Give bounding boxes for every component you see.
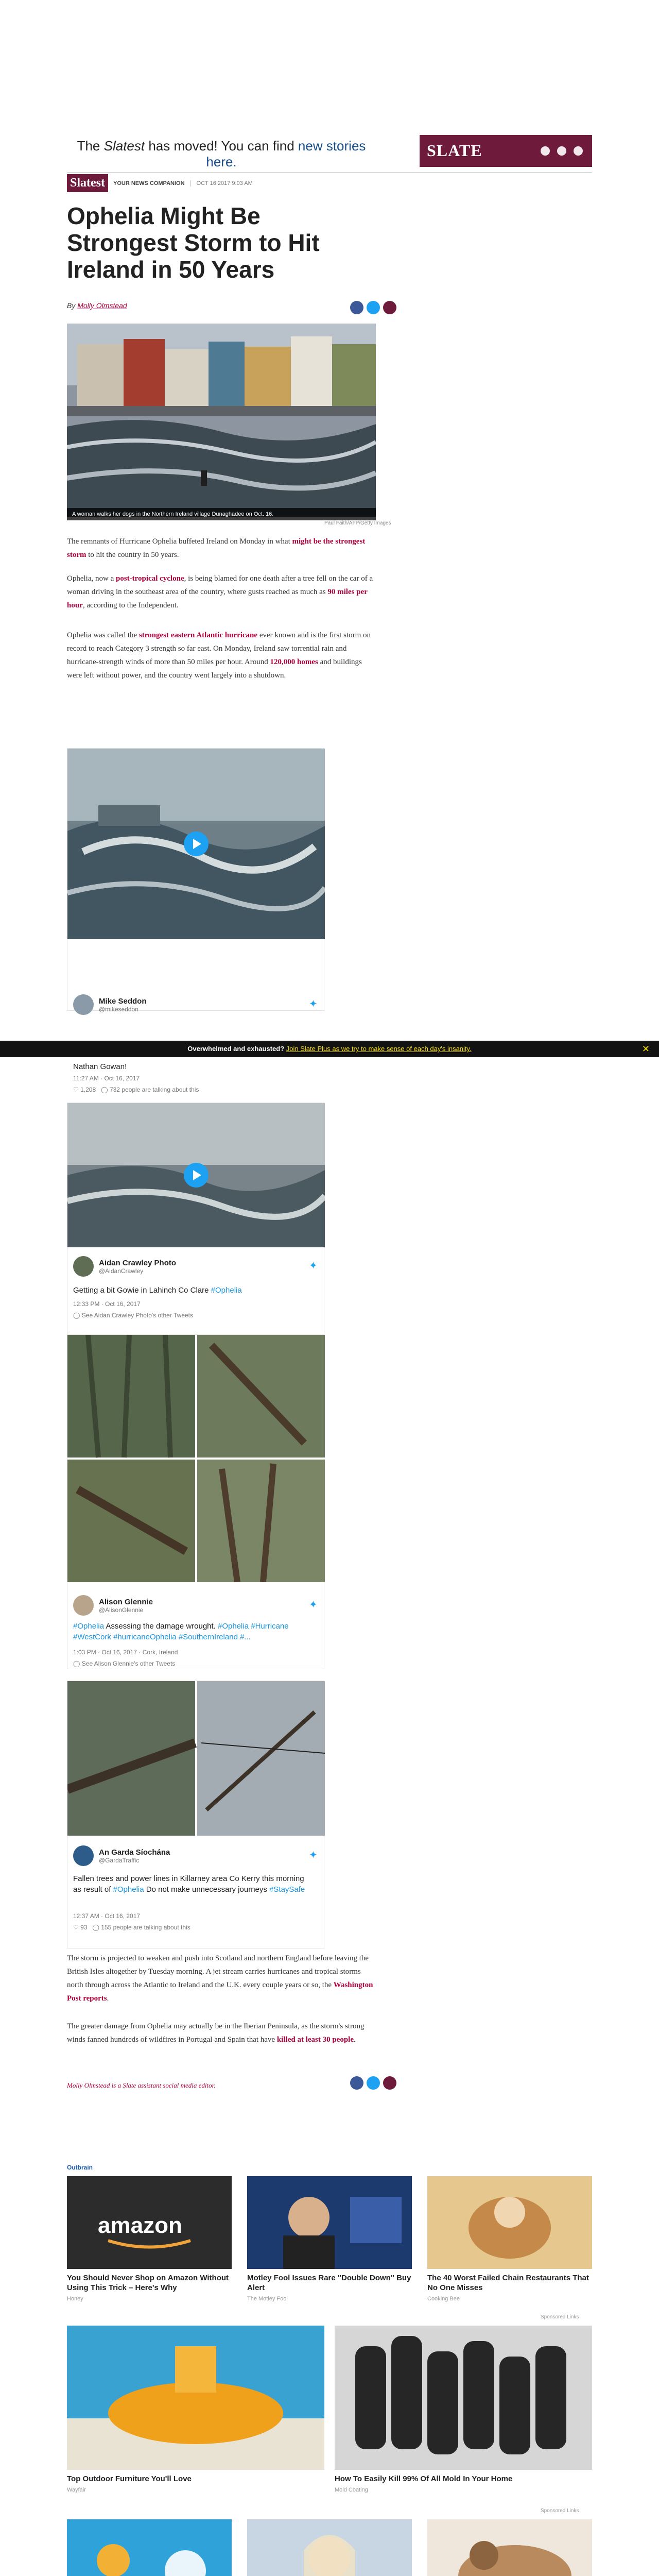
tweet-3-handle[interactable]: @AlisonGlennie xyxy=(99,1606,144,1614)
account-icon[interactable] xyxy=(541,146,550,156)
p2-link-2[interactable]: 90 miles per hour xyxy=(67,588,368,609)
tweet-4-body: Fallen trees and power lines in Killarney area Co Kerry this morning as result of xyxy=(73,1874,304,1894)
section-label: YOUR NEWS COMPANION xyxy=(113,180,185,187)
byline xyxy=(67,301,127,310)
tweet-2-body: Getting a bit Gowie in Lahinch Co Clare xyxy=(73,1286,211,1295)
comment-icon[interactable]: ◯ xyxy=(101,1086,108,1093)
profile-icon: ◯ xyxy=(73,1312,80,1319)
tweet-1-text: Nathan Gowan! xyxy=(73,1062,127,1071)
banner-middle: has moved! You can find xyxy=(145,138,298,154)
tweet-3-hashtag-lead[interactable]: #Ophelia xyxy=(73,1622,106,1631)
ob-card[interactable] xyxy=(247,2519,412,2576)
author-link[interactable]: Molly Olmstead xyxy=(77,301,127,310)
play-button-icon[interactable] xyxy=(184,832,209,856)
tweet-4-talk[interactable]: 155 people are talking about this xyxy=(101,1924,190,1931)
tweet-4-stats xyxy=(73,1924,190,1931)
tweet-4-author xyxy=(73,1845,170,1866)
share-buttons-bottom xyxy=(350,2076,396,2090)
tweet-4-avatar[interactable] xyxy=(73,1845,94,1866)
ob-card[interactable] xyxy=(67,2176,232,2302)
slatest-badge[interactable]: Slatest xyxy=(67,174,108,192)
tweet-3-author xyxy=(73,1595,153,1616)
ob-card[interactable] xyxy=(67,2326,324,2493)
paragraph-4 xyxy=(67,1952,376,2005)
tweet-1-handle[interactable]: @mikeseddon xyxy=(99,1005,138,1013)
ob-source: Mold Coating xyxy=(335,2487,368,2493)
p3-link-2[interactable]: 120,000 homes xyxy=(270,658,318,666)
twitter-share-icon[interactable] xyxy=(367,2076,380,2090)
tweet-4-likes: 93 xyxy=(80,1924,88,1931)
facebook-share-icon[interactable] xyxy=(350,2076,363,2090)
sponsored-label[interactable]: Sponsored Links xyxy=(541,2314,579,2320)
outbrain-label[interactable]: Outbrain xyxy=(67,2164,93,2171)
p1-text-b: to hit the country in 50 years. xyxy=(86,551,179,559)
banner-divider xyxy=(67,172,592,173)
paragraph-3 xyxy=(67,629,376,682)
paragraph-5 xyxy=(67,2020,376,2046)
moved-banner xyxy=(67,138,376,170)
new-stories-link[interactable]: new stories here. xyxy=(206,138,366,170)
twitter-bird-icon[interactable]: ✦ xyxy=(309,1599,318,1611)
p5-text-b: . xyxy=(354,2036,356,2044)
tweet-1-likes: 1,208 xyxy=(80,1086,96,1093)
ob-card[interactable] xyxy=(427,2176,592,2302)
tweet-4-text xyxy=(73,1873,310,1895)
p5-link[interactable]: killed at least 30 people xyxy=(276,2036,354,2044)
close-icon[interactable]: ✕ xyxy=(641,1044,650,1054)
p4-link[interactable]: Washington Post reports xyxy=(67,1981,373,2003)
tweet-2-text xyxy=(73,1285,310,1296)
ob-title[interactable]: You Should Never Shop on Amazon Without Using This Trick – Here's Why xyxy=(67,2274,229,2292)
p4-text-a: The storm is projected to weaken and push into Scotland and northern England before leaving the British Isles altogether by Tuesday morning. A jet stream carries hurricanes and tropical storms north through across the Atlantic to Ireland and the U.K. every couple years or so, the xyxy=(67,1954,369,1989)
tweet-4-handle[interactable]: @GardaTraffic xyxy=(99,1856,140,1864)
p2-text-b: , is being blamed for one death after a tree fell on the car of a woman driving in the southeast area of the country, where gusts reached as much as xyxy=(67,574,373,596)
tweet-1-talk[interactable]: 732 people are talking about this xyxy=(109,1086,199,1093)
tweet-3-photos[interactable] xyxy=(67,1335,325,1582)
ob-title[interactable]: Motley Fool Issues Rare "Double Down" Buy Alert xyxy=(247,2274,411,2292)
ob-image[interactable] xyxy=(67,2176,232,2269)
tweet-3-stats xyxy=(73,1660,175,1667)
p1-link[interactable]: might be the strongest storm xyxy=(67,537,366,559)
p3-text-c: and buildings were left without power, and the country went largely into a shutdown. xyxy=(67,658,362,680)
tweet-1-name[interactable]: Mike Seddon xyxy=(99,996,147,1006)
lead-photo-credit: Paul Faith/AFP/Getty Images xyxy=(324,520,391,526)
alert-bold-text: Overwhelmed and exhausted? xyxy=(187,1045,285,1053)
slate-header-box xyxy=(420,135,592,167)
tweet-embed-3 xyxy=(67,1334,324,1669)
paragraph-1 xyxy=(67,535,376,562)
ob-source: Honey xyxy=(67,2296,83,2302)
tweet-1-avatar[interactable] xyxy=(73,994,94,1015)
ob-source: Cooking Bee xyxy=(427,2296,460,2302)
twitter-bird-icon[interactable]: ✦ xyxy=(309,1850,318,1861)
tweet-4-photos[interactable] xyxy=(67,1681,325,1836)
banner-prefix: The xyxy=(77,138,104,154)
p2-text-a: Ophelia, now a xyxy=(67,574,116,583)
tweet-4-hashtag-staysafe[interactable]: #StaySafe xyxy=(269,1885,305,1894)
byline-prefix: By xyxy=(67,301,78,310)
p2-link-1[interactable]: post-tropical cyclone xyxy=(115,574,184,583)
comment-icon[interactable]: ◯ xyxy=(92,1924,99,1931)
tweet-2-hashtag[interactable]: #Ophelia xyxy=(211,1286,242,1295)
tweet-3-avatar[interactable] xyxy=(73,1595,94,1616)
tweet-1-stats xyxy=(73,1086,199,1093)
article-headline: Ophelia Might Be Strongest Storm to Hit Ireland in 50 Years xyxy=(67,202,320,283)
ob-source: The Motley Fool xyxy=(247,2296,288,2302)
author-bio: Molly Olmstead is a Slate assistant social media editor. xyxy=(67,2081,216,2089)
slate-logo[interactable]: SLATE xyxy=(427,141,482,160)
twitter-bird-icon[interactable]: ✦ xyxy=(309,998,318,1010)
menu-icon[interactable] xyxy=(574,146,583,156)
article-brand-row xyxy=(67,174,253,192)
ob-title[interactable]: The 40 Worst Failed Chain Restaurants That No One Misses xyxy=(427,2274,589,2292)
twitter-bird-icon[interactable]: ✦ xyxy=(309,1260,318,1272)
p4-text-b: . xyxy=(107,1994,109,2003)
email-share-icon[interactable] xyxy=(383,301,396,314)
ob-image[interactable] xyxy=(335,2326,592,2470)
twitter-share-icon[interactable] xyxy=(367,301,380,314)
tweet-3-text xyxy=(73,1621,310,1642)
ob-image[interactable] xyxy=(427,2176,592,2269)
tweet-4-body-2: Do not make unnecessary journeys xyxy=(144,1885,270,1894)
ob-image[interactable] xyxy=(427,2519,592,2576)
tweet-2-author xyxy=(73,1256,176,1277)
lead-photo-image xyxy=(67,324,376,517)
slate-plus-link[interactable]: Join Slate Plus as we try to make sense of each day's insanity. xyxy=(286,1045,472,1053)
ob-title[interactable]: How To Easily Kill 99% Of All Mold In Your Home xyxy=(335,2475,513,2483)
tweet-3-meta[interactable]: 1:03 PM · Oct 16, 2017 · Cork, Ireland xyxy=(73,1649,178,1656)
ob-image[interactable] xyxy=(247,2519,412,2576)
tweet-4-hashtag-ophelia[interactable]: #Ophelia xyxy=(113,1885,144,1894)
tweet-1-author xyxy=(73,994,147,1015)
banner-name: Slatest xyxy=(103,138,145,154)
p5-text-a: The greater damage from Ophelia may actually be in the Iberian Peninsula, as the storm's strong winds fanned hundreds of wildfires in Portugal and Spain that have xyxy=(67,2022,365,2044)
ob-image[interactable] xyxy=(247,2176,412,2269)
tweet-2-meta[interactable]: 12:33 PM · Oct 16, 2017 xyxy=(73,1300,141,1308)
tweet-4-name[interactable]: An Garda Síochána xyxy=(99,1848,170,1857)
tweet-4-meta[interactable]: 12:37 AM · Oct 16, 2017 xyxy=(73,1912,141,1920)
profile-icon: ◯ xyxy=(73,1660,80,1667)
header-icons xyxy=(541,146,583,156)
ob-image[interactable] xyxy=(67,2326,324,2470)
play-button-icon[interactable] xyxy=(184,1163,209,1188)
p3-link-1[interactable]: strongest eastern Atlantic hurricane xyxy=(138,631,258,639)
ob-title[interactable]: Top Outdoor Furniture You'll Love xyxy=(67,2475,192,2483)
share-buttons xyxy=(350,301,396,314)
search-icon[interactable] xyxy=(557,146,566,156)
p3-text-a: Ophelia was called the xyxy=(67,631,139,639)
tweet-3-body: Assessing the damage wrought. xyxy=(106,1622,218,1631)
tweet-3-name[interactable]: Alison Glennie xyxy=(99,1597,153,1606)
facebook-share-icon[interactable] xyxy=(350,301,363,314)
heart-icon[interactable]: ♡ xyxy=(73,1086,79,1093)
tweet-2-name[interactable]: Aidan Crawley Photo xyxy=(99,1258,177,1267)
tweet-2-handle[interactable]: @AidanCrawley xyxy=(99,1267,144,1275)
lead-photo-caption: A woman walks her dogs in the Northern Ireland village Dunaghadee on Oct. 16. xyxy=(67,508,376,520)
tweet-2-stats xyxy=(73,1312,193,1319)
paragraph-2 xyxy=(67,572,376,612)
ob-card[interactable] xyxy=(427,2519,592,2576)
tweet-2-avatar[interactable] xyxy=(73,1256,94,1277)
p2-text-c: , according to the Independent. xyxy=(82,601,179,609)
slate-plus-alert-bar xyxy=(0,1041,659,1057)
heart-icon[interactable]: ♡ xyxy=(73,1924,79,1931)
ob-card[interactable] xyxy=(247,2176,412,2302)
article-date: OCT 16 2017 9:03 AM xyxy=(190,180,253,187)
ob-image[interactable] xyxy=(67,2519,232,2576)
tweet-embed-1 xyxy=(67,748,324,1011)
p3-text-b: ever known and is the first storm on record to reach Category 3 strength so far east. On Monday, Ireland saw torrential rain and hurricane-strength winds of more than 50 miles per hour. Around xyxy=(67,631,371,666)
p1-text-a: The remnants of Hurricane Ophelia buffeted Ireland on Monday in what xyxy=(67,537,292,546)
email-share-icon[interactable] xyxy=(383,2076,396,2090)
ob-source: Wayfair xyxy=(67,2487,86,2493)
tweet-2-other-link[interactable]: See Aidan Crawley Photo's other Tweets xyxy=(81,1312,193,1319)
sponsored-label[interactable]: Sponsored Links xyxy=(541,2508,579,2514)
tweet-3-hashtags[interactable]: #Ophelia #Hurricane #WestCork #hurricaneOphelia #SouthernIreland #... xyxy=(73,1622,289,1641)
tweet-1-meta[interactable]: 11:27 AM · Oct 16, 2017 xyxy=(73,1075,140,1082)
ob-card[interactable] xyxy=(67,2519,232,2576)
svg-text:amazon: amazon xyxy=(98,2213,182,2238)
lead-photo xyxy=(67,324,376,517)
tweet-embed-4 xyxy=(67,1681,324,1948)
ob-card[interactable] xyxy=(335,2326,592,2493)
tweet-3-other-link[interactable]: See Alison Glennie's other Tweets xyxy=(81,1660,176,1667)
